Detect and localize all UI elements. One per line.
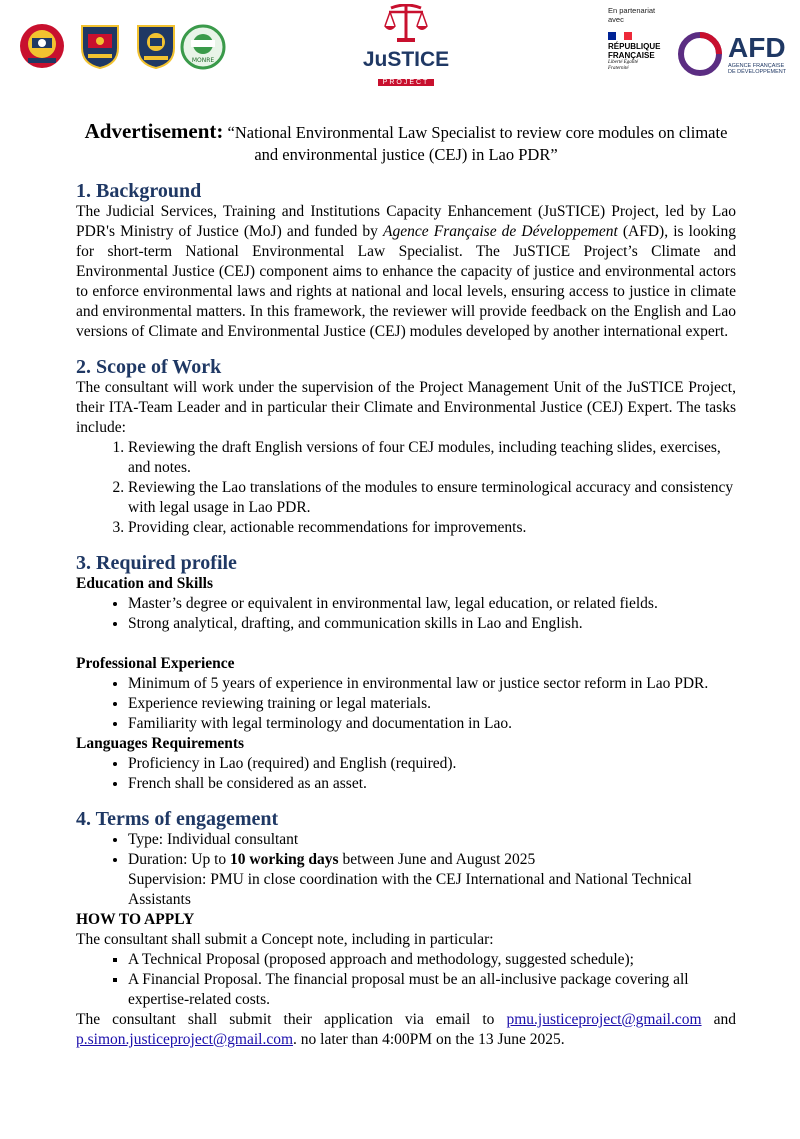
terms-heading: 4. Terms of engagement: [76, 808, 279, 830]
justice-logo-subtitle: PROJECT: [378, 79, 435, 86]
list-item: • French shall be considered as an asset.: [128, 774, 736, 794]
apply-intro: The consultant shall submit a Concept note, including in particular:: [76, 931, 494, 948]
afd-logo: [676, 30, 790, 78]
background-paragraph: [76, 202, 736, 342]
duration-text-2: between June and August 2025: [338, 851, 536, 868]
education-subheading: Education and Skills: [76, 575, 213, 592]
languages-list: [76, 754, 736, 794]
list-item: • Type: Individual consultant: [128, 830, 736, 850]
education-list: [76, 594, 736, 634]
closing-text-3: . no later than 4:00PM on the 13 June 2025.: [293, 1031, 565, 1048]
apply-heading: HOW TO APPLY: [76, 911, 195, 928]
afd-ring-icon: [676, 30, 724, 78]
list-item: • Master’s degree or equivalent in environmental law, legal education, or related fields.: [128, 594, 736, 614]
republique-francaise-logo: [608, 32, 668, 72]
duration-bold: 10 working days: [230, 851, 339, 868]
experience-list: [76, 674, 736, 734]
institute-shield-logo: [134, 22, 178, 70]
apply-list: [76, 950, 736, 1010]
languages-subheading: Languages Requirements: [76, 735, 245, 752]
title-lead: Advertisement:: [84, 119, 224, 143]
closing-text-1: The consultant shall submit their application via email to: [76, 1011, 507, 1028]
advertisement-title: [76, 120, 736, 166]
profile-heading: 3. Required profile: [76, 552, 237, 574]
scope-heading: 2. Scope of Work: [76, 356, 222, 378]
list-item: ▪ A Technical Proposal (proposed approach and methodology, suggested schedule);: [128, 950, 736, 970]
rf-line1: RÉPUBLIQUE: [608, 42, 661, 51]
afd-italic-name: Agence Française de Développement: [383, 223, 618, 240]
list-item: [128, 850, 736, 910]
afd-wordmark: AFD: [728, 32, 786, 63]
ministry-shield-logo: [78, 22, 122, 70]
apply-closing: [76, 1010, 736, 1050]
background-heading: 1. Background: [76, 180, 202, 202]
background-text-1: The Judicial Services, Training and Institutions Capacity Enhancement (JuSTICE) Project, led by Lao PDR's Ministry of Justice (MoJ) and funded by: [76, 203, 736, 240]
list-item: • Proficiency in Lao (required) and English (required).: [128, 754, 736, 774]
scope-intro: The consultant will work under the supervision of the Project Management Unit of the JuSTICE Project, their ITA-Team Leader and in particular their Climate and Environmental Justice (CEJ) Expert. The tasks include:: [76, 379, 736, 436]
list-item: 1. Reviewing the draft English versions of four CEJ modules, including teaching slides, exercises, and notes.: [128, 438, 736, 478]
scope-section: [76, 356, 736, 538]
background-section: [76, 180, 736, 342]
list-item: • Strong analytical, drafting, and communication skills in Lao and English.: [128, 614, 736, 634]
afd-sub1: AGENCE FRANÇAISE: [728, 63, 785, 69]
list-item: • Minimum of 5 years of experience in environmental law or justice sector reform in Lao PDR.: [128, 674, 736, 694]
scales-of-justice-icon: [381, 4, 431, 46]
justice-logo-wordmark: JuSTICE: [362, 48, 450, 71]
terms-list: [76, 830, 736, 910]
rf-motto: Liberté Égalité Fraternité: [608, 60, 639, 71]
list-item: • Experience reviewing training or legal materials.: [128, 694, 736, 714]
monre-round-logo: [180, 24, 226, 70]
apply-section: [76, 910, 736, 1050]
logo-caption: MONRE: [191, 57, 215, 64]
profile-section: [76, 552, 736, 794]
closing-text-2: and: [701, 1011, 736, 1028]
logo-header: [0, 0, 800, 100]
advertisement-document: [76, 120, 736, 1050]
experience-subheading: Professional Experience: [76, 655, 235, 672]
duration-text-1: Duration: Up to: [128, 851, 231, 868]
rf-line2: FRANÇAISE: [608, 51, 655, 60]
list-item: • Familiarity with legal terminology and documentation in Lao.: [128, 714, 736, 734]
list-item: 3. Providing clear, actionable recommendations for improvements.: [128, 518, 736, 538]
terms-section: [76, 808, 736, 910]
partner-caption: En partenariat avec: [608, 6, 656, 24]
supervision-text: Supervision: PMU in close coordination with the CEJ International and National Technical Assistants: [128, 871, 692, 908]
list-item: ▪ A Financial Proposal. The financial proposal must be an all-inclusive package covering all expertise-related costs.: [128, 970, 736, 1010]
list-item: 2. Reviewing the Lao translations of the modules to ensure terminological accuracy and consistency with legal usage in Lao PDR.: [128, 478, 736, 518]
justice-project-logo: [360, 4, 452, 84]
email-link-pmu[interactable]: pmu.justiceproject@gmail.com: [506, 1011, 702, 1028]
title-text: “National Environmental Law Specialist to review core modules on climate and environmental justice (CEJ) in Lao PDR”: [227, 123, 728, 164]
french-flag-icon: [608, 32, 632, 40]
scope-task-list: [76, 438, 736, 538]
background-text-2: (AFD), is looking for short-term National Environmental Law Specialist. The JuSTICE Project’s Climate and Environmental Justice (CEJ) component aims to enhance the capacity of justice and environmental actors to enforce environmental laws and rights at national and local levels, ensuring access to justice in climate and environmental matters. In this framework, the reviewer will provide feedback on the English and Lao versions of Climate and Environmental Justice (CEJ) modules developed by another international expert.: [76, 223, 736, 340]
afd-sub2: DE DÉVELOPPEMENT: [728, 69, 787, 75]
email-link-simon[interactable]: p.simon.justiceproject@gmail.com: [76, 1031, 294, 1048]
lao-emblem-logo: [18, 22, 66, 70]
